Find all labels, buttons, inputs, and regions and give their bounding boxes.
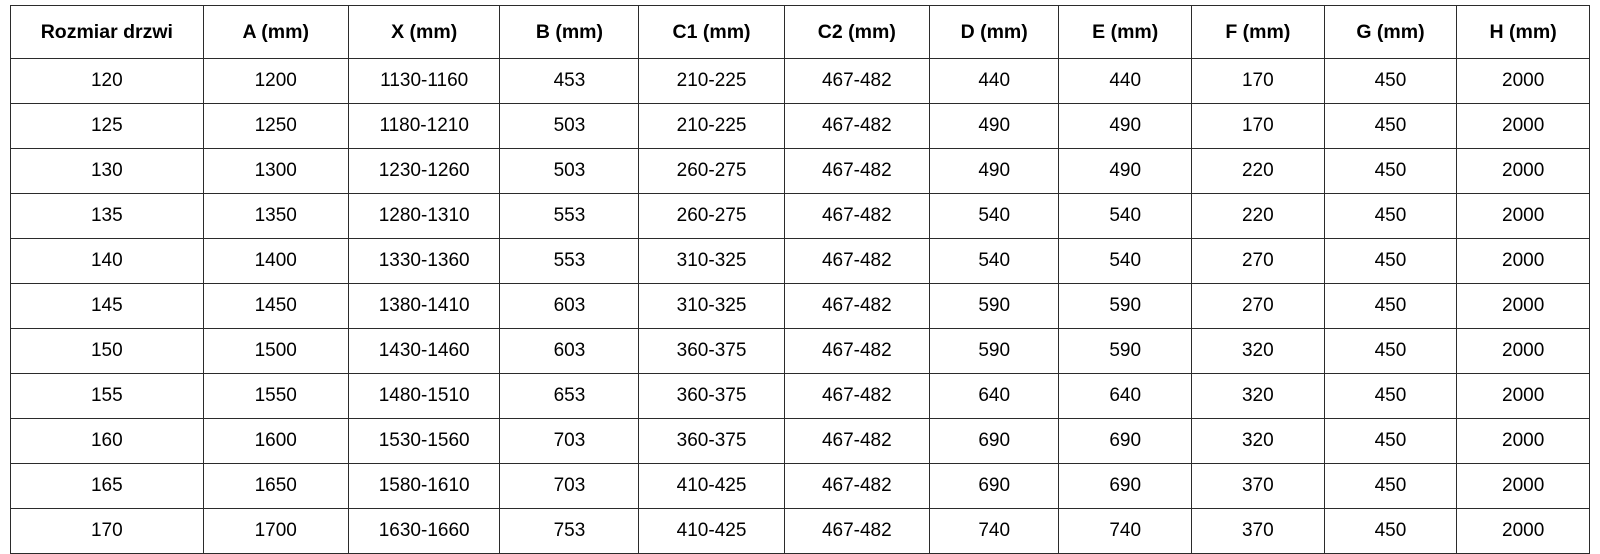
cell-c1: 360-375	[639, 419, 784, 464]
cell-c1: 410-425	[639, 509, 784, 554]
column-header-d: D (mm)	[929, 6, 1058, 59]
cell-e: 590	[1059, 329, 1192, 374]
cell-c1: 360-375	[639, 374, 784, 419]
cell-door-size: 170	[11, 509, 204, 554]
cell-c1: 210-225	[639, 59, 784, 104]
cell-g: 450	[1324, 284, 1457, 329]
cell-h: 2000	[1457, 374, 1590, 419]
cell-h: 2000	[1457, 194, 1590, 239]
cell-d: 740	[929, 509, 1058, 554]
column-header-a: A (mm)	[203, 6, 348, 59]
cell-x: 1230-1260	[348, 149, 500, 194]
cell-h: 2000	[1457, 509, 1590, 554]
cell-c2: 467-482	[784, 374, 929, 419]
table-row	[11, 59, 1590, 104]
cell-g: 450	[1324, 509, 1457, 554]
column-header-b: B (mm)	[500, 6, 639, 59]
cell-c2: 467-482	[784, 149, 929, 194]
cell-b: 503	[500, 149, 639, 194]
column-header-g: G (mm)	[1324, 6, 1457, 59]
cell-d: 690	[929, 464, 1058, 509]
cell-e: 540	[1059, 239, 1192, 284]
cell-x: 1480-1510	[348, 374, 500, 419]
cell-g: 450	[1324, 464, 1457, 509]
door-size-specification-table	[10, 5, 1590, 554]
cell-g: 450	[1324, 194, 1457, 239]
cell-door-size: 140	[11, 239, 204, 284]
cell-d: 640	[929, 374, 1058, 419]
cell-b: 753	[500, 509, 639, 554]
column-header-e: E (mm)	[1059, 6, 1192, 59]
cell-c1: 210-225	[639, 104, 784, 149]
cell-g: 450	[1324, 419, 1457, 464]
cell-a: 1500	[203, 329, 348, 374]
column-header-c2: C2 (mm)	[784, 6, 929, 59]
cell-c2: 467-482	[784, 329, 929, 374]
column-header-c1: C1 (mm)	[639, 6, 784, 59]
cell-door-size: 135	[11, 194, 204, 239]
cell-b: 653	[500, 374, 639, 419]
column-header-h: H (mm)	[1457, 6, 1590, 59]
cell-x: 1280-1310	[348, 194, 500, 239]
cell-e: 490	[1059, 149, 1192, 194]
cell-h: 2000	[1457, 149, 1590, 194]
cell-e: 690	[1059, 464, 1192, 509]
cell-g: 450	[1324, 104, 1457, 149]
cell-e: 490	[1059, 104, 1192, 149]
cell-x: 1430-1460	[348, 329, 500, 374]
cell-h: 2000	[1457, 59, 1590, 104]
cell-c2: 467-482	[784, 104, 929, 149]
cell-c1: 310-325	[639, 284, 784, 329]
cell-f: 320	[1192, 374, 1325, 419]
cell-g: 450	[1324, 149, 1457, 194]
cell-b: 703	[500, 464, 639, 509]
cell-b: 453	[500, 59, 639, 104]
cell-c2: 467-482	[784, 59, 929, 104]
table-body	[11, 59, 1590, 554]
table-row	[11, 464, 1590, 509]
cell-c2: 467-482	[784, 419, 929, 464]
cell-g: 450	[1324, 59, 1457, 104]
cell-b: 553	[500, 194, 639, 239]
cell-f: 220	[1192, 149, 1325, 194]
cell-h: 2000	[1457, 419, 1590, 464]
cell-door-size: 125	[11, 104, 204, 149]
cell-door-size: 145	[11, 284, 204, 329]
table-row	[11, 284, 1590, 329]
cell-d: 490	[929, 104, 1058, 149]
table-row	[11, 419, 1590, 464]
cell-a: 1350	[203, 194, 348, 239]
cell-f: 320	[1192, 329, 1325, 374]
cell-x: 1630-1660	[348, 509, 500, 554]
cell-d: 590	[929, 284, 1058, 329]
cell-door-size: 160	[11, 419, 204, 464]
cell-a: 1450	[203, 284, 348, 329]
table-row	[11, 329, 1590, 374]
cell-h: 2000	[1457, 104, 1590, 149]
table-header	[11, 6, 1590, 59]
column-header-x: X (mm)	[348, 6, 500, 59]
cell-x: 1530-1560	[348, 419, 500, 464]
cell-e: 640	[1059, 374, 1192, 419]
column-header-door-size: Rozmiar drzwi	[11, 6, 204, 59]
cell-g: 450	[1324, 374, 1457, 419]
cell-x: 1330-1360	[348, 239, 500, 284]
cell-b: 603	[500, 329, 639, 374]
cell-f: 370	[1192, 509, 1325, 554]
table-row	[11, 149, 1590, 194]
cell-c2: 467-482	[784, 194, 929, 239]
cell-a: 1200	[203, 59, 348, 104]
cell-f: 370	[1192, 464, 1325, 509]
cell-a: 1700	[203, 509, 348, 554]
cell-a: 1650	[203, 464, 348, 509]
cell-f: 270	[1192, 239, 1325, 284]
cell-e: 540	[1059, 194, 1192, 239]
table-row	[11, 239, 1590, 284]
cell-door-size: 130	[11, 149, 204, 194]
cell-c1: 360-375	[639, 329, 784, 374]
cell-a: 1250	[203, 104, 348, 149]
cell-f: 320	[1192, 419, 1325, 464]
cell-door-size: 120	[11, 59, 204, 104]
cell-e: 690	[1059, 419, 1192, 464]
cell-b: 553	[500, 239, 639, 284]
cell-c2: 467-482	[784, 284, 929, 329]
cell-a: 1300	[203, 149, 348, 194]
cell-door-size: 165	[11, 464, 204, 509]
cell-d: 590	[929, 329, 1058, 374]
cell-c2: 467-482	[784, 464, 929, 509]
cell-g: 450	[1324, 329, 1457, 374]
cell-x: 1130-1160	[348, 59, 500, 104]
cell-a: 1600	[203, 419, 348, 464]
cell-a: 1550	[203, 374, 348, 419]
table-row	[11, 374, 1590, 419]
cell-x: 1180-1210	[348, 104, 500, 149]
table-row	[11, 509, 1590, 554]
cell-b: 703	[500, 419, 639, 464]
cell-f: 220	[1192, 194, 1325, 239]
cell-c1: 260-275	[639, 194, 784, 239]
cell-door-size: 155	[11, 374, 204, 419]
cell-e: 440	[1059, 59, 1192, 104]
cell-d: 490	[929, 149, 1058, 194]
cell-a: 1400	[203, 239, 348, 284]
cell-e: 740	[1059, 509, 1192, 554]
cell-f: 170	[1192, 104, 1325, 149]
table-row	[11, 194, 1590, 239]
cell-door-size: 150	[11, 329, 204, 374]
cell-x: 1380-1410	[348, 284, 500, 329]
cell-c2: 467-482	[784, 239, 929, 284]
cell-b: 503	[500, 104, 639, 149]
cell-d: 540	[929, 194, 1058, 239]
table-header-row	[11, 6, 1590, 59]
cell-h: 2000	[1457, 284, 1590, 329]
cell-f: 270	[1192, 284, 1325, 329]
cell-d: 440	[929, 59, 1058, 104]
cell-c1: 410-425	[639, 464, 784, 509]
cell-b: 603	[500, 284, 639, 329]
cell-x: 1580-1610	[348, 464, 500, 509]
cell-c1: 310-325	[639, 239, 784, 284]
cell-d: 540	[929, 239, 1058, 284]
cell-h: 2000	[1457, 329, 1590, 374]
cell-g: 450	[1324, 239, 1457, 284]
cell-c1: 260-275	[639, 149, 784, 194]
cell-d: 690	[929, 419, 1058, 464]
cell-h: 2000	[1457, 239, 1590, 284]
cell-f: 170	[1192, 59, 1325, 104]
cell-h: 2000	[1457, 464, 1590, 509]
table-row	[11, 104, 1590, 149]
column-header-f: F (mm)	[1192, 6, 1325, 59]
cell-e: 590	[1059, 284, 1192, 329]
cell-c2: 467-482	[784, 509, 929, 554]
